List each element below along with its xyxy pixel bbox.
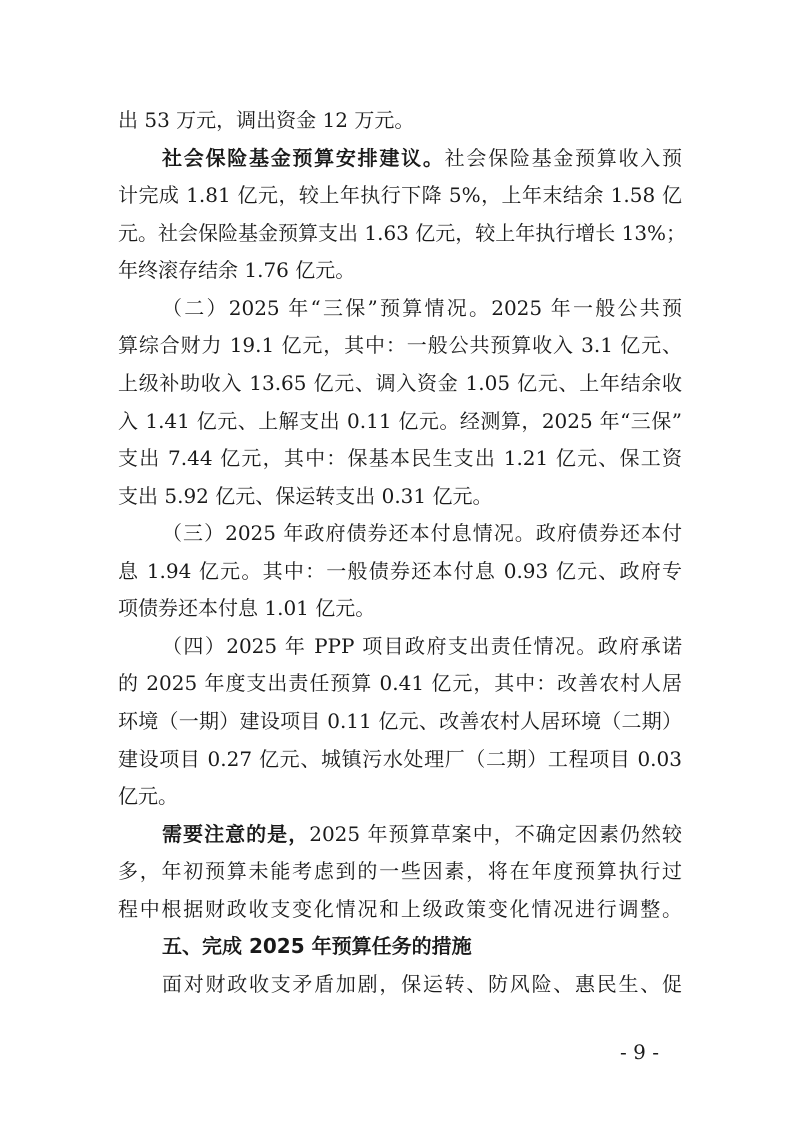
text-line: 项债券还本付息 1.01 亿元。 xyxy=(118,596,376,620)
text-line: 支出 5.92 亿元、保运转支出 0.31 亿元。 xyxy=(118,484,493,508)
text-line: 环境（一期）建设项目 0.11 亿元、改善农村人居环境（二期） xyxy=(118,709,682,733)
text-line: 多，年初预算未能考虑到的一些因素，将在年度预算执行过 xyxy=(118,859,682,883)
text-line: 的 2025 年度支出责任预算 0.41 亿元，其中：改善农村人居 xyxy=(118,671,682,695)
paragraph-san-bao: （二）2025 年“三保”预算情况。2025 年一般公共预 xyxy=(162,296,682,320)
text-line: 算综合财力 19.1 亿元，其中：一般公共预算收入 3.1 亿元、 xyxy=(118,333,682,357)
text-line: 计完成 1.81 亿元，较上年执行下降 5%，上年末结余 1.58 亿 xyxy=(118,183,682,207)
text-line: 支出 7.44 亿元，其中：保基本民生支出 1.21 亿元、保工资 xyxy=(118,446,682,470)
text-line: 上级补助收入 13.65 亿元、调入资金 1.05 亿元、上年结余收 xyxy=(118,371,682,395)
text-line: 入 1.41 亿元、上解支出 0.11 亿元。经测算，2025 年“三保” xyxy=(118,409,682,433)
section-heading: 五、完成 2025 年预算任务的措施 xyxy=(162,934,472,958)
paragraph-heading: 社会保险基金预算安排建议。 xyxy=(162,146,445,170)
text-line: 息 1.94 亿元。其中：一般债券还本付息 0.93 亿元、政府专 xyxy=(118,559,682,583)
text-line: 程中根据财政收支变化情况和上级政策变化情况进行调整。 xyxy=(118,897,682,921)
text-line: 亿元。 xyxy=(118,784,178,808)
paragraph-heading: 需要注意的是， xyxy=(162,822,310,846)
paragraph-note: 需要注意的是，2025 年预算草案中，不确定因素仍然较 xyxy=(162,822,682,846)
text-line: 元。社会保险基金预算支出 1.63 亿元，较上年执行增长 13%； xyxy=(118,221,687,245)
paragraph-ppp: （四）2025 年 PPP 项目政府支出责任情况。政府承诺 xyxy=(162,634,682,658)
text-line: 年终滚存结余 1.76 亿元。 xyxy=(118,258,356,282)
paragraph-bond-repayment: （三）2025 年政府债券还本付息情况。政府债券还本付 xyxy=(162,521,682,545)
text-line: 建设项目 0.27 亿元、城镇污水处理厂（二期）工程项目 0.03 xyxy=(118,747,682,771)
page-number: - 9 - xyxy=(620,1040,659,1064)
text-line: 出 53 万元，调出资金 12 万元。 xyxy=(118,108,415,132)
text-line: 面对财政收支矛盾加剧，保运转、防风险、惠民生、促 xyxy=(162,972,682,996)
paragraph-social-insurance: 社会保险基金预算安排建议。社会保险基金预算收入预 xyxy=(162,146,683,170)
